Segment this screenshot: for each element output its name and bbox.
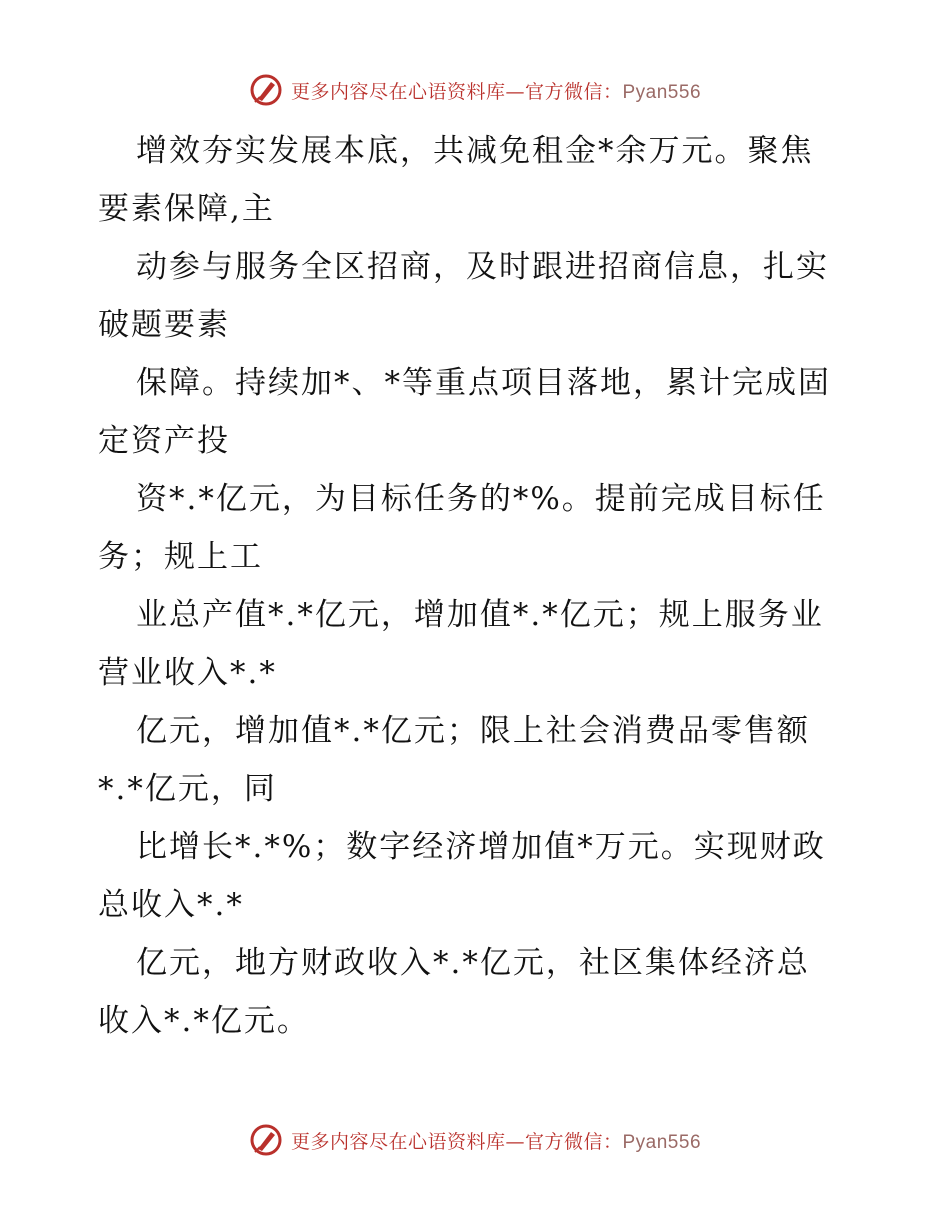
document-body (98, 122, 858, 1050)
text-line: 营业收入*.* (98, 655, 277, 691)
text-line: 亿元，地方财政收入*.*亿元，社区集体经济总 (136, 945, 810, 981)
watermark-text: 更多内容尽在心语资料库—官方微信：Pyan556 (290, 1130, 702, 1153)
quill-logo-icon (249, 73, 283, 107)
footer-watermark (0, 1120, 950, 1160)
text-line: 动参与服务全区招商，及时跟进招商信息，扎实 (136, 249, 829, 285)
text-line: 总收入*.* (98, 887, 244, 923)
text-line: 保障。持续加*、*等重点项目落地，累计完成固 (136, 365, 831, 401)
text-line: *.*亿元，同 (98, 771, 277, 807)
text-line: 增效夯实发展本底，共减免租金*余万元。聚焦 (136, 133, 814, 169)
text-line: 定资产投 (98, 423, 230, 459)
text-line: 收入*.*亿元。 (98, 1003, 310, 1039)
text-line: 破题要素 (98, 307, 230, 343)
text-line: 亿元，增加值*.*亿元；限上社会消费品零售额 (136, 713, 810, 749)
watermark-text: 更多内容尽在心语资料库—官方微信：Pyan556 (290, 80, 702, 103)
text-line: 要素保障,主 (98, 191, 275, 227)
text-line: 务；规上工 (98, 539, 263, 575)
quill-logo-icon (249, 1123, 283, 1157)
text-line: 比增长*.*%；数字经济增加值*万元。实现财政 (136, 829, 826, 865)
text-line: 资*.*亿元，为目标任务的*%。提前完成目标任 (136, 481, 826, 517)
header-watermark (0, 70, 950, 110)
text-line: 业总产值*.*亿元，增加值*.*亿元；规上服务业 (136, 597, 824, 633)
